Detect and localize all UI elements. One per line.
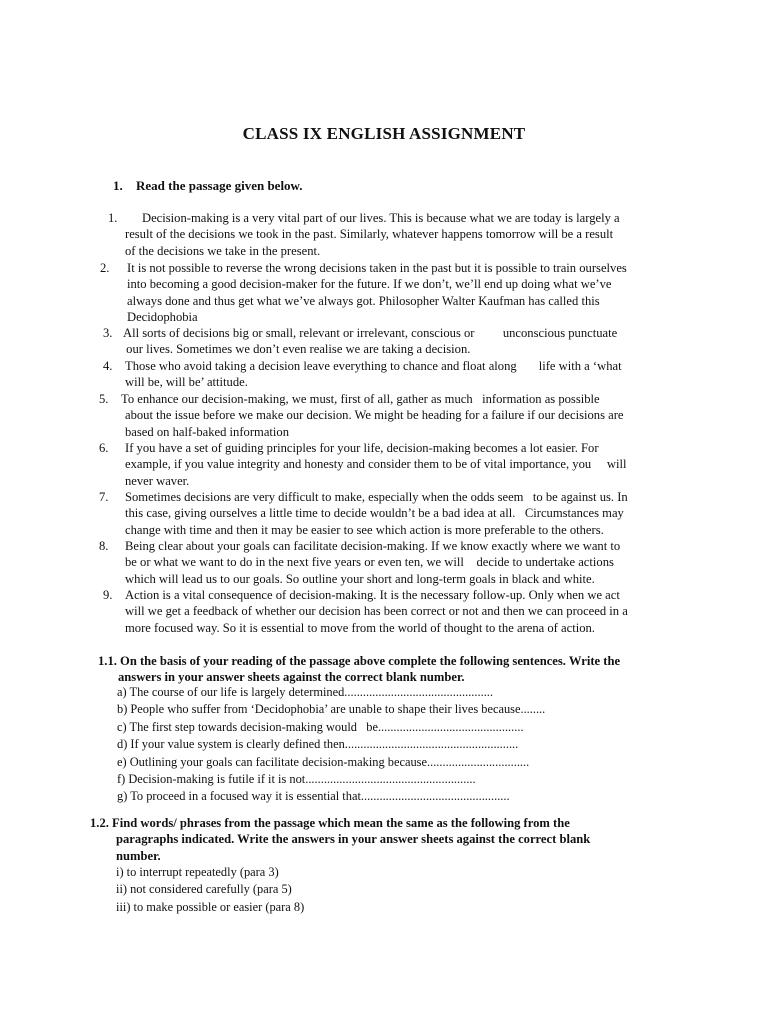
paragraph-line: into becoming a good decision-maker for the future. If we don’t, we’ll end up doing what we’ve	[127, 277, 612, 292]
paragraph-line: our lives. Sometimes we don’t even realise we are taking a decision.	[123, 342, 471, 357]
paragraph-line: If you have a set of guiding principles for your life, decision-making becomes a lot easier. For	[125, 441, 599, 455]
section-1-heading: Read the passage given below.	[136, 178, 303, 193]
paragraph-line: never waver.	[125, 473, 190, 488]
paragraph-line: All sorts of decisions big or small, relevant or irrelevant, conscious or unconscious punctuate	[123, 326, 618, 340]
list-item: ii) not considered carefully (para 5)	[116, 882, 292, 897]
list-item: iii) to make possible or easier (para 8)	[116, 899, 305, 914]
paragraph-number: 7.	[99, 490, 109, 504]
paragraph-number: 9.	[103, 588, 113, 602]
section-1-number: 1.	[113, 178, 123, 193]
paragraph-line: Those who avoid taking a decision leave everything to chance and float along life with a ‘what	[125, 359, 622, 373]
paragraph-line: Sometimes decisions are very difficult to make, especially when the odds seem to be against us. In	[125, 490, 628, 504]
paragraph-5	[99, 391, 624, 440]
paragraph-line: example, if you value integrity and honesty and consider them to be of vital importance, you will	[125, 457, 627, 472]
paragraph-line: be or what we want to do in the next five years or even ten, we will decide to undertake actions	[125, 555, 614, 570]
paragraph-number: 6.	[99, 441, 109, 455]
list-item: a) The course of our life is largely determined................................................	[117, 685, 493, 699]
list-item: d) If your value system is clearly defined then........................................................	[117, 737, 519, 752]
list-item: b) People who suffer from ‘Decidophobia’ are unable to shape their lives because........	[117, 702, 546, 717]
question-1-1-heading	[98, 653, 620, 686]
list-item: e) Outlining your goals can facilitate decision-making because.................................	[117, 754, 530, 769]
paragraph-line: change with time and then it may be easier to see which action is more preferable to the others.	[125, 522, 604, 537]
paragraph-number: 3.	[103, 326, 113, 340]
paragraph-line: It is not possible to reverse the wrong decisions taken in the past but it is possible to train ourselves	[127, 261, 627, 275]
paragraph-line: will be, will be’ attitude.	[125, 375, 248, 390]
question-heading-line: 1.2. Find words/ phrases from the passage which mean the same as the following from the	[90, 816, 570, 830]
paragraph-line: Decision-making is a very vital part of our lives. This is because what we are today is largely a	[142, 211, 620, 225]
paragraph-number: 8.	[99, 539, 109, 553]
paragraph-line: To enhance our decision-making, we must, first of all, gather as much information as possible	[121, 392, 600, 406]
question-heading-line: paragraphs indicated. Write the answers in your answer sheets against the correct blank	[116, 832, 591, 847]
question-heading-line: number.	[116, 848, 161, 863]
paragraph-line: this case, giving ourselves a little time to decide wouldn’t be a bad idea at all. Circumstances may	[125, 506, 624, 521]
paragraph-6	[99, 440, 627, 489]
paragraph-7	[99, 489, 628, 538]
paragraph-2	[100, 260, 627, 326]
question-heading-line: 1.1. On the basis of your reading of the passage above complete the following sentences. Write the	[98, 654, 621, 668]
paragraph-line: Decidophobia	[127, 310, 198, 325]
paragraph-line: which will lead us to our goals. So outline your short and long-term goals in black and white.	[125, 571, 595, 586]
paragraph-number: 4.	[103, 359, 113, 373]
paragraph-number: 2.	[100, 261, 110, 275]
list-item: i) to interrupt repeatedly (para 3)	[116, 865, 279, 879]
paragraph-4	[103, 358, 622, 391]
list-item: g) To proceed in a focused way it is essential that................................................	[117, 789, 510, 804]
paragraph-9	[103, 587, 628, 636]
page-title: CLASS IX ENGLISH ASSIGNMENT	[242, 124, 526, 143]
paragraph-line: always done and thus get what we’ve always got. Philosopher Walter Kaufman has called this	[127, 293, 600, 308]
paragraph-line: will we get a feedback of whether our decision has been correct or not and then we can proceed in a	[125, 604, 628, 619]
question-heading-line: answers in your answer sheets against the correct blank number.	[118, 670, 465, 685]
question-1-1-list	[117, 684, 545, 806]
paragraph-3	[103, 325, 618, 358]
paragraph-line: of the decisions we take in the present.	[125, 243, 321, 258]
question-1-2-heading	[90, 815, 590, 864]
list-item: c) The first step towards decision-making would be...............................................	[117, 719, 524, 734]
paragraph-1	[108, 210, 620, 259]
paragraph-number: 1.	[108, 211, 118, 225]
paragraph-8	[99, 538, 621, 587]
question-1-2-list	[116, 864, 304, 916]
list-item: f) Decision-making is futile if it is not.......................................................	[117, 772, 476, 787]
paragraph-line: about the issue before we make our decision. We might be heading for a failure if our decisions are	[125, 408, 624, 423]
paragraph-line: based on half-baked information	[125, 424, 290, 439]
paragraph-line: Being clear about your goals can facilitate decision-making. If we know exactly where we want to	[125, 539, 621, 553]
paragraph-number: 5.	[99, 392, 109, 406]
paragraph-line: Action is a vital consequence of decision-making. It is the necessary follow-up. Only when we act	[125, 588, 620, 602]
paragraph-line: result of the decisions we took in the past. Similarly, whatever happens tomorrow will be a result	[125, 227, 614, 242]
paragraph-line: more focused way. So it is essential to move from the world of thought to the arena of action.	[125, 620, 595, 635]
